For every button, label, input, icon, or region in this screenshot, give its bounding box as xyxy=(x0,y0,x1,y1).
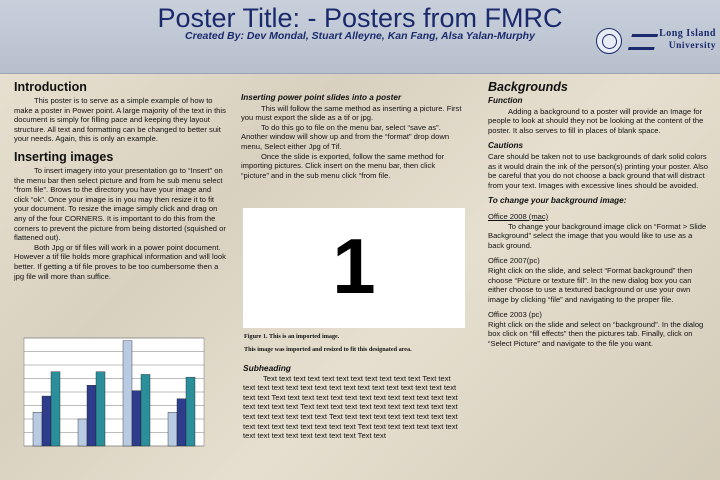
chart-bar xyxy=(186,377,195,446)
chart-bar xyxy=(132,391,141,446)
slides-heading: Inserting power point slides into a poster xyxy=(241,93,402,102)
slides-text-3: Once the slide is exported, follow the same method for importing pictures. Click insert on the menu bar, then click “picture” and in the sub menu click “from file. xyxy=(241,151,445,180)
cautions-text: Care should be taken not to use backgrounds of dark solid colors as it would drain the ink of the person(s) printing your poster. Also be careful that you do not choose a back ground that will distract from your text. Images with excessive lines should be avoided. xyxy=(488,151,708,190)
chart-bar xyxy=(96,372,105,446)
subheading-text: Text text text text text text text text text text text Text text text text text text text text text text text text text text text text text text text Text text text text text text text text text text text text text text text text text Text text text text text text text text text text text text text text text text text Text text text text text text text text text text text text text text text text text Text text text text text text text text text text text text text text text Text text xyxy=(243,373,458,441)
poster-title: Poster Title: - Posters from FMRC xyxy=(157,3,563,33)
logo-line-1: Long Island xyxy=(659,28,716,39)
middle-column xyxy=(241,93,463,180)
inserting-images-heading: Inserting images xyxy=(14,149,114,164)
introduction-text: This poster is to serve as a simple example of how to make a poster in Power point. A large majority of the text in this document is simply for filling pace and keeping they layout structure. All text and formatting can be changed to better suit your needs. Again, this is only an example. xyxy=(14,96,226,144)
right-column xyxy=(488,80,710,349)
chart-bar xyxy=(51,372,60,446)
university-seal-icon xyxy=(596,28,622,54)
subheading-section xyxy=(243,364,465,441)
inserting-images-text-1: To insert imagery into your presentation go to “Insert” on the menu bar then select picture and from he sub menu select “from file”. Brows to the directory you have your image and click “ok”. Once your image is in you may then resize it to fit your document. To resize the image simply click and drag on any of the four CORNERS. It is important to do this from the corners to prevent the picture from being distorted (squished or flattened out). xyxy=(14,165,226,243)
chart-bar xyxy=(42,396,51,446)
poster-header xyxy=(0,0,720,74)
office-2003-text: Right click on the slide and select on “background”. In the dialog box click on “fill effects” then the pictures tab. Finally, click on “Select Picture” and navigate to the file you want. xyxy=(488,319,704,349)
logo-line-2: University xyxy=(668,41,716,51)
slides-text-2: To do this go to file on the menu bar, select “save as”. Another window will show up and from the “format” drop down menu, Select either Jpg of Tif. xyxy=(241,122,450,151)
university-logo xyxy=(636,28,720,52)
function-text: Adding a background to a poster will provide an Image for people to look at should they not be looking at the content of the poster. It also serves to fill in places of blank space. xyxy=(488,106,704,135)
left-column xyxy=(14,80,226,281)
chart-bar xyxy=(78,419,87,446)
office-2007-label: Office 2007(pc) xyxy=(488,256,540,266)
bar-chart xyxy=(18,332,214,456)
change-background-heading: To change your background image: xyxy=(488,196,627,206)
slides-text-1: This will follow the same method as inserting a picture. First you must export the slide as a tif or jpg. xyxy=(241,103,462,123)
office-2003-label: Office 2003 (pc) xyxy=(488,310,542,320)
introduction-heading: Introduction xyxy=(14,80,87,94)
image-numeral: 1 xyxy=(332,222,376,310)
inserting-images-text-2: Both Jpg or tif files will work in a power point document. However a tif file holds more graphical information and will look better. If getting a tif file proves to be too cumbersome then a jpg file will more than suffice. xyxy=(14,242,226,281)
figure-caption: Figure 1. This is an imported image. xyxy=(244,333,340,340)
chart-bar xyxy=(87,385,96,446)
chart-bar xyxy=(168,412,177,446)
poster-authors: Created By: Dev Mondal, Stuart Alleyne, Kan Fang, Alsa Yalan-Murphy xyxy=(185,30,535,42)
backgrounds-heading: Backgrounds xyxy=(488,80,568,94)
imported-image xyxy=(243,208,465,328)
office-2008-label: Office 2008 (mac) xyxy=(488,211,549,221)
chart-bar xyxy=(141,374,150,446)
figure-note: This image was imported and resized to fit this designated area. xyxy=(244,346,412,353)
function-heading: Function xyxy=(488,96,523,105)
bar-chart-svg xyxy=(18,332,214,456)
subheading: Subheading xyxy=(243,363,291,373)
office-2008-text: To change your background image click on “Format > Slide Background” select the image that you would like to use as a back ground. xyxy=(488,221,707,250)
chart-bar xyxy=(177,399,186,446)
office-2007-text: Right click on the slide, and select “Format background” then choose “Picture or texture fill”. In the new dialog box you can either choose to use a textured background or use your own image by clicking “file” and navigating to the proper file. xyxy=(488,265,693,304)
chart-bar xyxy=(123,341,132,446)
chart-bar xyxy=(33,412,42,446)
cautions-heading: Cautions xyxy=(488,141,524,151)
